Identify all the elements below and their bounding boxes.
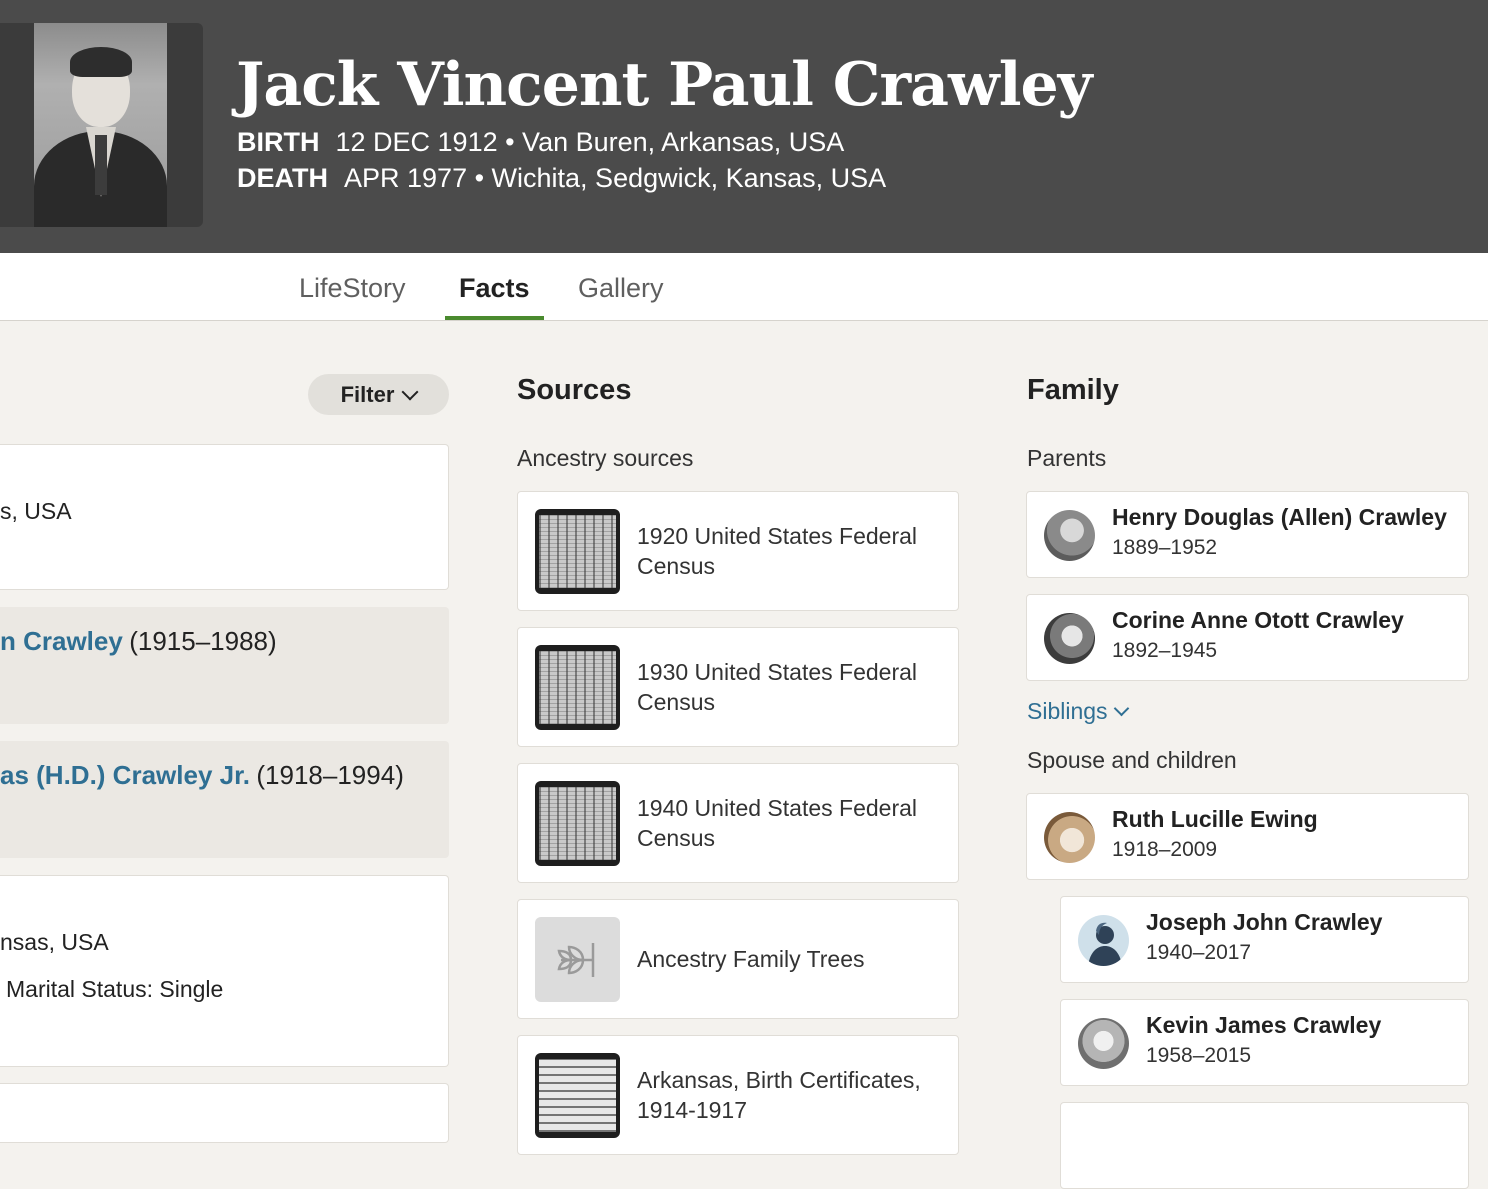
chevron-down-icon [402,383,419,400]
census-thumbnail [535,509,620,594]
tab-gallery[interactable]: Gallery [578,273,664,303]
source-item[interactable] [517,763,959,883]
fact-relation [0,760,404,791]
death-label: DEATH [237,163,328,193]
siblings-label: Siblings [1027,698,1108,724]
source-title: 1930 United States Federal Census [637,659,918,715]
profile-photo[interactable] [0,23,203,227]
source-title: 1920 United States Federal Census [637,523,918,579]
source-item[interactable] [517,491,959,611]
relative-dates: (1918–1994) [256,760,404,790]
fact-place: s, USA [0,498,72,524]
fact-card-residence[interactable] [0,875,449,1067]
parent-card-mother[interactable] [1026,594,1469,681]
source-title: Arkansas, Birth Certificates, 1914-1917 [637,1067,921,1123]
birth-info [237,127,844,158]
avatar [1044,613,1095,664]
census-thumbnail [535,645,620,730]
fact-card[interactable] [0,1083,449,1143]
relative-link[interactable]: as (H.D.) Crawley Jr. [0,760,250,790]
fact-detail: Marital Status: Single [6,976,224,1002]
source-item[interactable] [517,899,959,1019]
person-name: Kevin James Crawley [1146,1012,1382,1038]
tab-facts[interactable]: Facts [445,273,544,320]
person-name: Jack Vincent Paul Crawley [236,50,1092,120]
avatar [1078,1018,1129,1069]
tab-lifestory[interactable]: LifeStory [299,273,406,303]
portrait-image [34,23,167,227]
person-dates: 1892–1945 [1112,639,1218,662]
sources-title: Sources [517,374,632,406]
person-dates: 1918–2009 [1112,838,1218,861]
source-item[interactable] [517,1035,959,1155]
source-title: 1940 United States Federal Census [637,795,918,851]
birth-label: BIRTH [237,127,320,157]
person-silhouette-icon [1078,915,1129,966]
ancestry-sources-label: Ancestry sources [517,445,694,471]
spouse-children-label: Spouse and children [1027,747,1237,773]
avatar [1044,510,1095,561]
source-item[interactable] [517,627,959,747]
document-thumbnail [535,1053,620,1138]
relative-dates: (1915–1988) [129,626,277,656]
person-dates: 1958–2015 [1146,1044,1252,1067]
person-dates: 1889–1952 [1112,536,1218,559]
child-card[interactable] [1060,1102,1469,1189]
filter-label: Filter [340,381,395,407]
child-card[interactable] [1060,999,1469,1086]
parents-label: Parents [1027,445,1107,471]
person-name: Ruth Lucille Ewing [1112,806,1318,832]
death-info [237,163,886,194]
person-dates: 1940–2017 [1146,941,1252,964]
filter-button[interactable] [308,374,449,415]
person-name: Corine Anne Otott Crawley [1112,607,1404,633]
fact-card-sibling-birth[interactable] [0,741,449,858]
family-tree-leaf-icon [535,917,620,1002]
family-title: Family [1027,374,1119,406]
birth-value: 12 DEC 1912 • Van Buren, Arkansas, USA [335,127,845,157]
fact-card-birth[interactable] [0,444,449,590]
person-name: Joseph John Crawley [1146,909,1383,935]
siblings-toggle[interactable] [1027,698,1127,725]
fact-relation [0,626,277,657]
parent-card-father[interactable] [1026,491,1469,578]
person-header [0,0,1488,253]
fact-card-sibling-birth[interactable] [0,607,449,724]
relative-link[interactable]: n Crawley [0,626,123,656]
avatar [1044,812,1095,863]
source-title: Ancestry Family Trees [637,946,865,972]
death-value: APR 1977 • Wichita, Sedgwick, Kansas, USA [344,163,887,193]
person-name: Henry Douglas (Allen) Crawley [1112,504,1447,530]
spouse-card[interactable] [1026,793,1469,880]
census-thumbnail [535,781,620,866]
child-card[interactable] [1060,896,1469,983]
chevron-down-icon [1113,701,1129,717]
fact-place: nsas, USA [0,929,109,955]
profile-tabs [0,253,1488,321]
